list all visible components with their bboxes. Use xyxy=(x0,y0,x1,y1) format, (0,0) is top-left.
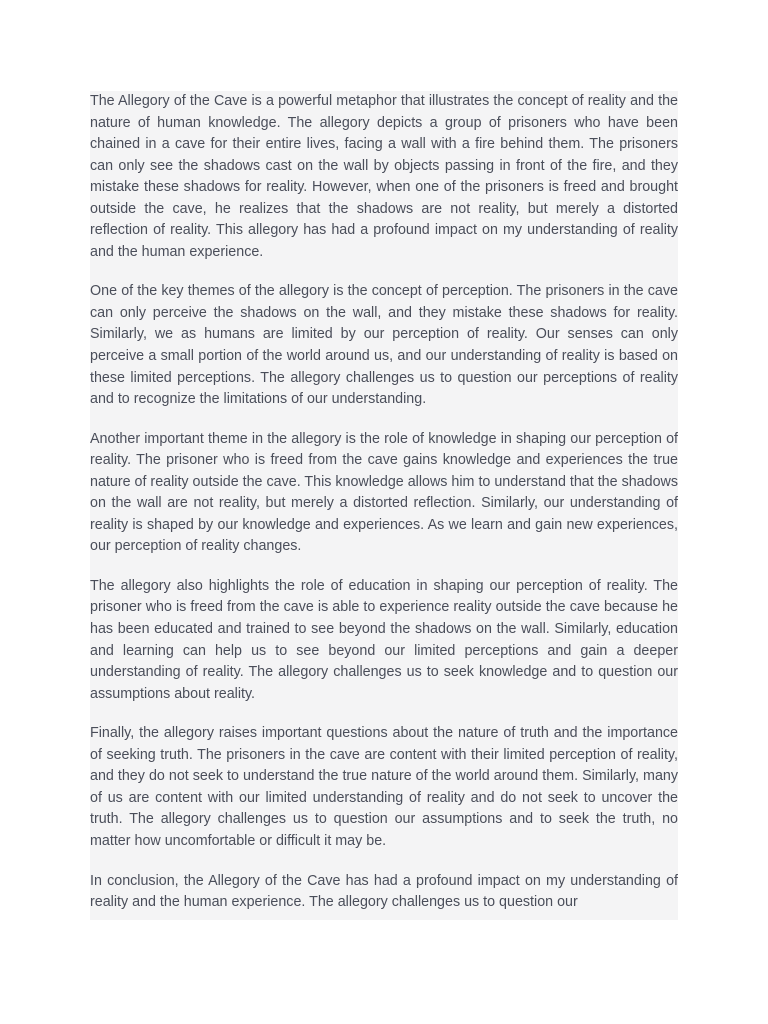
paragraph-6: In conclusion, the Allegory of the Cave has had a profound impact on my understanding of reality and the human experience. The allegory challenges us to question our xyxy=(90,872,678,911)
essay-text-block xyxy=(90,91,678,920)
paragraph-5: Finally, the allegory raises important questions about the nature of truth and the importance of seeking truth. The prisoners in the cave are content with their limited perception of reality, and they do not seek to understand the true nature of the world around them. Similarly, many of us are content with our limited understanding of reality and do not seek to uncover the truth. The allegory challenges us to question our assumptions and to seek the truth, no matter how uncomfortable or difficult it may be. xyxy=(90,725,678,849)
paragraph-3: Another important theme in the allegory is the role of knowledge in shaping our perception of reality. The prisoner who is freed from the cave gains knowledge and experiences the true nature of reality outside the cave. This knowledge allows him to understand that the shadows on the wall are not reality, but merely a distorted reflection. Similarly, our understanding of reality is shaped by our knowledge and experiences. As we learn and gain new experiences, our perception of reality changes. xyxy=(90,430,678,555)
paragraph-4: The allegory also highlights the role of education in shaping our perception of reality. The prisoner who is freed from the cave is able to experience reality outside the cave because he has been educated and trained to see beyond the shadows on the wall. Similarly, education and learning can help us to see beyond our limited perceptions and gain a deeper understanding of reality. The allegory challenges us to seek knowledge and to question our assumptions about reality. xyxy=(90,577,678,702)
paragraph-2: One of the key themes of the allegory is the concept of perception. The prisoners in the cave can only perceive the shadows on the wall, and they mistake these shadows for reality. Similarly, we as humans are limited by our perception of reality. Our senses can only perceive a small portion of the world around us, and our understanding of reality is based on these limited perceptions. The allegory challenges us to question our perceptions of reality and to recognize the limitations of our understanding. xyxy=(90,283,678,408)
paragraph-1: The Allegory of the Cave is a powerful metaphor that illustrates the concept of reality and the nature of human knowledge. The allegory depicts a group of prisoners who have been chained in a cave for their entire lives, facing a wall with a fire behind them. The prisoners can only see the shadows cast on the wall by objects passing in front of the fire, and they mistake these shadows for reality. However, when one of the prisoners is freed and brought outside the cave, he realizes that the shadows are not reality, but merely a distorted reflection of reality. This allegory has had a profound impact on my understanding of reality and the human experience. xyxy=(90,93,678,260)
